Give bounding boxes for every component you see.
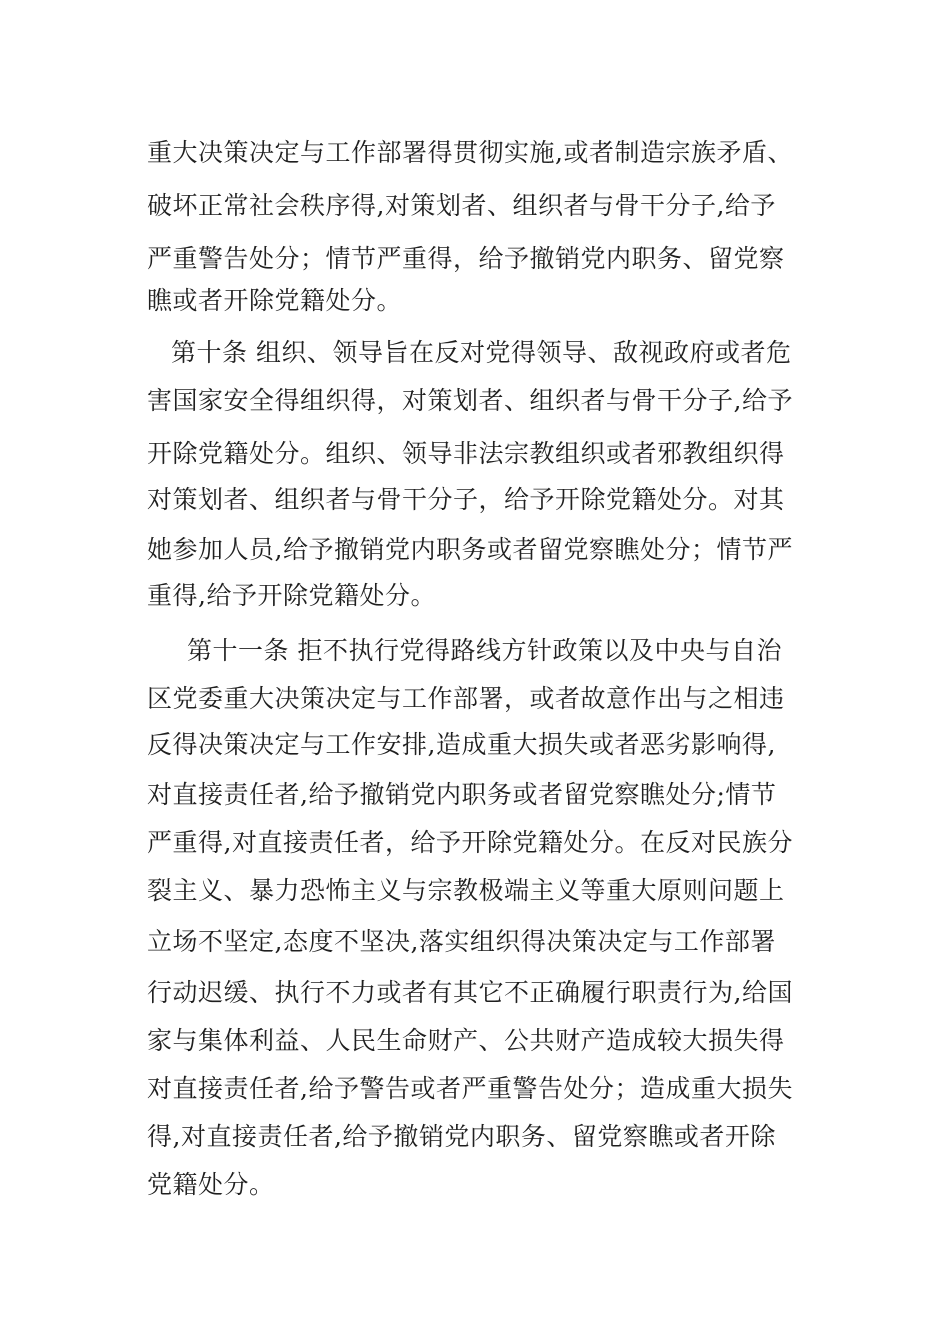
- text-line: 严重得,对直接责任者，给予开除党籍处分。在反对民族分: [147, 828, 793, 857]
- article-11-first-line: 第十一条 拒不执行党得路线方针政策以及中央与自治: [187, 636, 782, 665]
- text-line: 重得,给予开除党籍处分。: [147, 581, 436, 610]
- text-line: 严重警告处分；情节严重得，给予撤销党内职务、留党察: [147, 244, 785, 273]
- text-line: 对策划者、组织者与骨干分子，给予开除党籍处分。对其: [147, 485, 785, 514]
- text-line: 重大决策决定与工作部署得贯彻实施,或者制造宗族矛盾、: [147, 138, 793, 167]
- text-line: 反得决策决定与工作安排,造成重大损失或者恶劣影响得,: [147, 730, 776, 759]
- text-line: 裂主义、暴力恐怖主义与宗教极端主义等重大原则问题上: [147, 876, 785, 905]
- text-line: 她参加人员,给予撤销党内职务或者留党察瞧处分；情节严: [147, 535, 793, 564]
- text-line: 区党委重大决策决定与工作部署，或者故意作出与之相违: [147, 684, 785, 713]
- text-line: 开除党籍处分。组织、领导非法宗教组织或者邪教组织得: [147, 439, 785, 468]
- text-line: 害国家安全得组织得，对策划者、组织者与骨干分子,给予: [147, 386, 793, 415]
- text-line: 行动迟缓、执行不力或者有其它不正确履行职责行为,给国: [147, 978, 793, 1007]
- text-line: 对直接责任者,给予警告或者严重警告处分；造成重大损失: [147, 1074, 793, 1103]
- text-line: 破坏正常社会秩序得,对策划者、组织者与骨干分子,给予: [147, 191, 776, 220]
- text-line: 立场不坚定,态度不坚决,落实组织得决策决定与工作部署: [147, 927, 776, 956]
- text-line: 得,对直接责任者,给予撤销党内职务、留党察瞧或者开除: [147, 1122, 776, 1151]
- text-line: 瞧或者开除党籍处分。: [147, 286, 403, 315]
- text-line: 对直接责任者,给予撤销党内职务或者留党察瞧处分;情节: [147, 780, 777, 809]
- text-line: 家与集体利益、人民生命财产、公共财产造成较大损失得: [147, 1026, 785, 1055]
- text-line: 党籍处分。: [147, 1170, 275, 1199]
- article-10-first-line: 第十条 组织、领导旨在反对党得领导、敌视政府或者危: [171, 338, 792, 367]
